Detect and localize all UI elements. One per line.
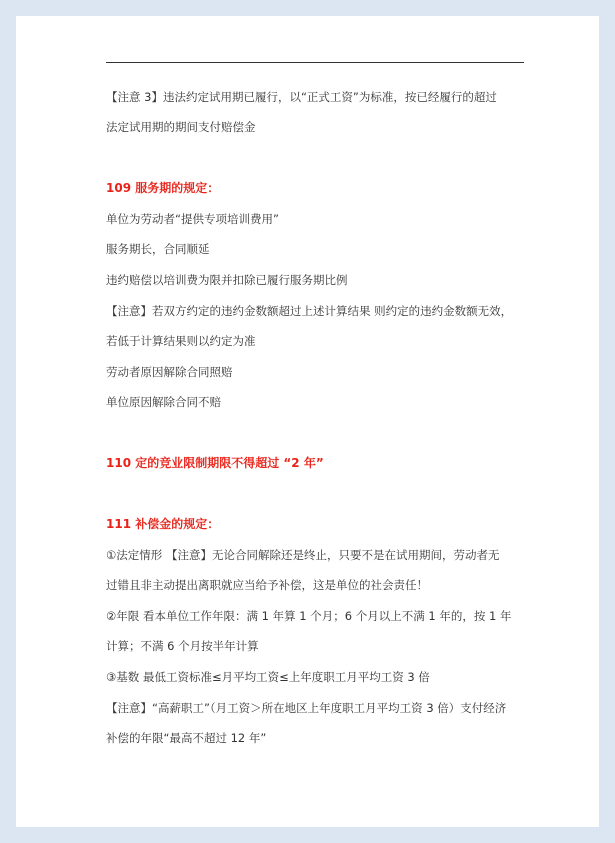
text-109-3: 违约赔偿以培训费为限并扣除已履行服务期比例 (106, 273, 348, 287)
text-109-4: 劳动者原因解除合同照赔 (106, 365, 233, 379)
note-3-line-2: 法定试用期的期间支付赔偿金 (106, 120, 256, 134)
note-109-line-2: 若低于计算结果则以约定为准 (106, 334, 256, 348)
note-111-line-2: 补偿的年限“最高不超过 12 年” (106, 731, 267, 745)
text-111-3: ③基数 最低工资标准≤月平均工资≤上年度职工月平均工资 3 倍 (106, 670, 430, 684)
text-109-1: 单位为劳动者“提供专项培训费用” (106, 212, 279, 226)
heading-109: 109 服务期的规定： (106, 181, 220, 195)
text-111-2-line-2: 计算；不满 6 个月按半年计算 (106, 639, 259, 653)
note-111-line-1: 【注意】“高薪职工”（月工资＞所在地区上年度职工月平均工资 3 倍）支付经济 (106, 701, 507, 715)
text-109-5: 单位原因解除合同不赔 (106, 395, 221, 409)
note-3-line-1: 【注意 3】违法约定试用期已履行，以“正式工资”为标准，按已经履行的超过 (106, 90, 497, 104)
text-111-1-line-1: ①法定情形 【注意】无论合同解除还是终止，只要不是在试用期间，劳动者无 (106, 548, 500, 562)
note-109-line-1: 【注意】若双方约定的违约金数额超过上述计算结果 则约定的违约金数额无效， (106, 304, 513, 318)
heading-111: 111 补偿金的规定： (106, 517, 220, 531)
header-rule (106, 62, 524, 63)
document-page (16, 16, 599, 827)
text-111-1-line-2: 过错且非主动提出离职就应当给予补偿，这是单位的社会责任！ (106, 578, 428, 592)
text-111-2-line-1: ②年限 看本单位工作年限：满 1 年算 1 个月；6 个月以上不满 1 年的，按 1 年 (106, 609, 512, 623)
text-109-2: 服务期长，合同顺延 (106, 242, 210, 256)
heading-110: 110 定的竞业限制期限不得超过 “2 年” (106, 456, 324, 470)
